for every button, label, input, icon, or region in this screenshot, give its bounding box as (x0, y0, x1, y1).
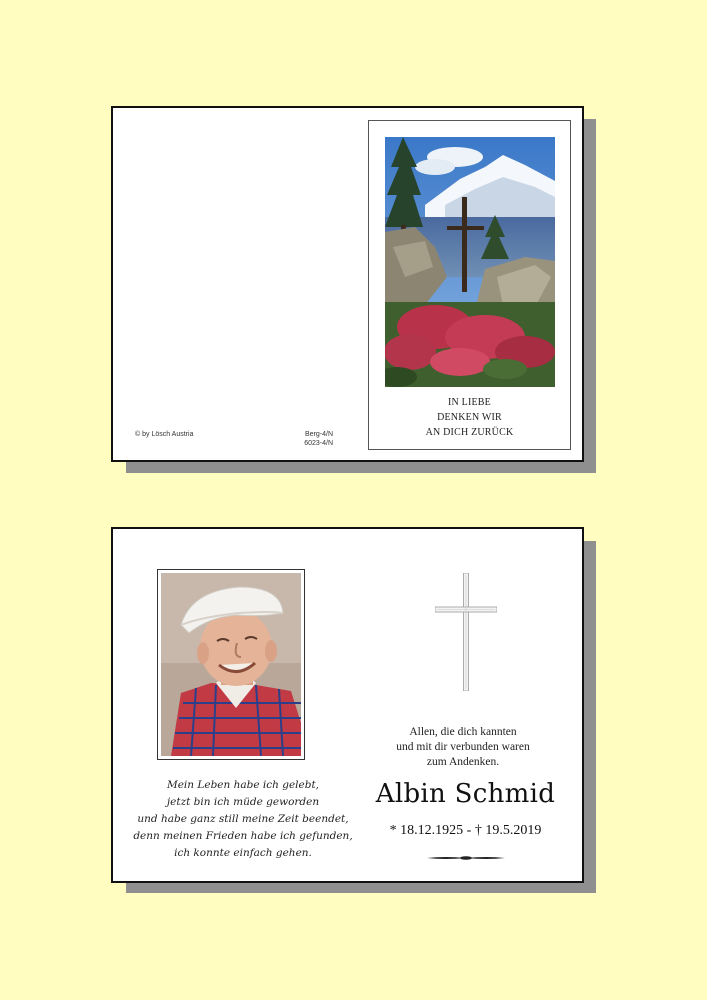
poem-line-2: jetzt bin ich müde geworden (166, 796, 320, 808)
poem-line-3: und habe ganz still meine Zeit beendet, (137, 813, 349, 825)
poem-line-4: denn meinen Frieden habe ich gefunden, (133, 830, 353, 842)
product-code-1: Berg-4/N (304, 431, 333, 438)
cover-line-2: DENKEN WIR (437, 412, 502, 423)
cover-line-1: IN LIEBE (448, 397, 491, 408)
inside-card (111, 527, 584, 883)
product-codes (303, 430, 333, 448)
dedication-line-1: Allen, die dich kannten (409, 726, 517, 738)
dedication-line-2: und mit dir verbunden waren (396, 741, 530, 753)
dedication-line-3: zum Andenken. (426, 756, 500, 768)
portrait-frame (157, 569, 305, 760)
mountain-cross-image (385, 137, 555, 387)
cross-icon (435, 573, 497, 691)
product-code-2: 6023-4/N (304, 440, 333, 447)
ornament-divider (425, 853, 507, 863)
poem-line-5: ich konnte einfach gehen. (174, 847, 312, 859)
life-dates: * 18.12.1925 - † 19.5.2019 (389, 823, 542, 838)
cover-line-3: AN DICH ZURÜCK (425, 427, 514, 438)
copyright-note: © by Lösch Austria (135, 431, 194, 438)
front-card (111, 106, 584, 462)
cover-panel (368, 120, 571, 450)
portrait-photo (161, 573, 301, 756)
deceased-name: Albin Schmid (375, 779, 556, 809)
poem-line-1: Mein Leben habe ich gelebt, (166, 779, 320, 791)
